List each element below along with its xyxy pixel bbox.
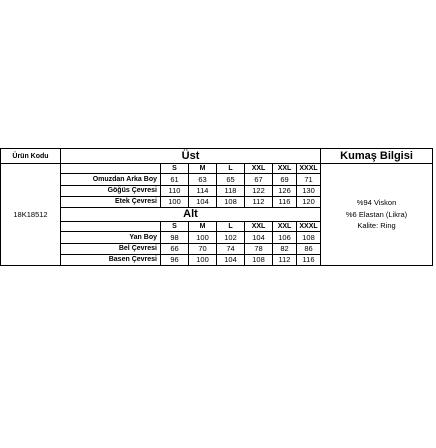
table-cell: 108 xyxy=(245,254,273,265)
row-label: Etek Çevresi xyxy=(61,196,161,207)
product-code-header: Ürün Kodu xyxy=(1,149,61,164)
table-cell: 126 xyxy=(273,185,297,196)
table-cell: 104 xyxy=(189,196,217,207)
size-header: XXXL xyxy=(297,164,321,174)
table-cell: 61 xyxy=(161,174,189,185)
product-code: 18K18512 xyxy=(1,164,61,266)
table-cell: 116 xyxy=(297,254,321,265)
size-header: L xyxy=(217,222,245,232)
table-cell: 104 xyxy=(245,232,273,243)
fabric-line: %94 Viskon xyxy=(356,198,397,208)
table-cell: 106 xyxy=(273,232,297,243)
table-cell: 120 xyxy=(297,196,321,207)
size-header: S xyxy=(161,222,189,232)
table-cell: 112 xyxy=(273,254,297,265)
header-row xyxy=(1,149,433,164)
table-cell: 100 xyxy=(161,196,189,207)
table-cell: 102 xyxy=(217,232,245,243)
table-cell: 69 xyxy=(273,174,297,185)
table-cell: 98 xyxy=(161,232,189,243)
table-cell: 65 xyxy=(217,174,245,185)
size-row-spacer xyxy=(61,164,161,174)
size-header: M xyxy=(189,164,217,174)
top-size-row xyxy=(1,164,433,174)
table-cell: 118 xyxy=(217,185,245,196)
table-cell: 114 xyxy=(189,185,217,196)
table-cell: 110 xyxy=(161,185,189,196)
table-cell: 108 xyxy=(217,196,245,207)
table-cell: 74 xyxy=(217,243,245,254)
size-header: S xyxy=(161,164,189,174)
table-cell: 63 xyxy=(189,174,217,185)
size-header: XXXL xyxy=(297,222,321,232)
table-cell: 100 xyxy=(189,254,217,265)
fabric-line: %6 Elastan (Likra) xyxy=(345,209,408,219)
top-section-title: Üst xyxy=(61,149,321,164)
size-row-spacer xyxy=(61,222,161,232)
row-label: Basen Çevresi xyxy=(61,254,161,265)
table-cell: 130 xyxy=(297,185,321,196)
row-label: Yan Boy xyxy=(61,232,161,243)
row-label: Omuzdan Arka Boy xyxy=(61,174,161,185)
table-cell: 78 xyxy=(245,243,273,254)
fabric-line: Kalite: Ring xyxy=(357,221,396,231)
table-cell: 86 xyxy=(297,243,321,254)
size-header: XXL xyxy=(245,164,273,174)
size-chart-table xyxy=(0,148,433,266)
table-cell: 82 xyxy=(273,243,297,254)
table-cell: 71 xyxy=(297,174,321,185)
size-header: XXL xyxy=(245,222,273,232)
fabric-info-header: Kumaş Bilgisi xyxy=(321,149,433,164)
table-cell: 66 xyxy=(161,243,189,254)
size-header: M xyxy=(189,222,217,232)
fabric-info xyxy=(321,164,433,266)
table-cell: 122 xyxy=(245,185,273,196)
size-header: L xyxy=(217,164,245,174)
table-cell: 70 xyxy=(189,243,217,254)
row-label: Bel Çevresi xyxy=(61,243,161,254)
table-cell: 67 xyxy=(245,174,273,185)
bottom-section-title: Alt xyxy=(61,207,321,221)
table-cell: 104 xyxy=(217,254,245,265)
table-cell: 100 xyxy=(189,232,217,243)
table-cell: 96 xyxy=(161,254,189,265)
table-cell: 112 xyxy=(245,196,273,207)
table-cell: 108 xyxy=(297,232,321,243)
size-header: XXL xyxy=(273,164,297,174)
size-header: XXL xyxy=(273,222,297,232)
table-cell: 116 xyxy=(273,196,297,207)
row-label: Göğüs Çevresi xyxy=(61,185,161,196)
